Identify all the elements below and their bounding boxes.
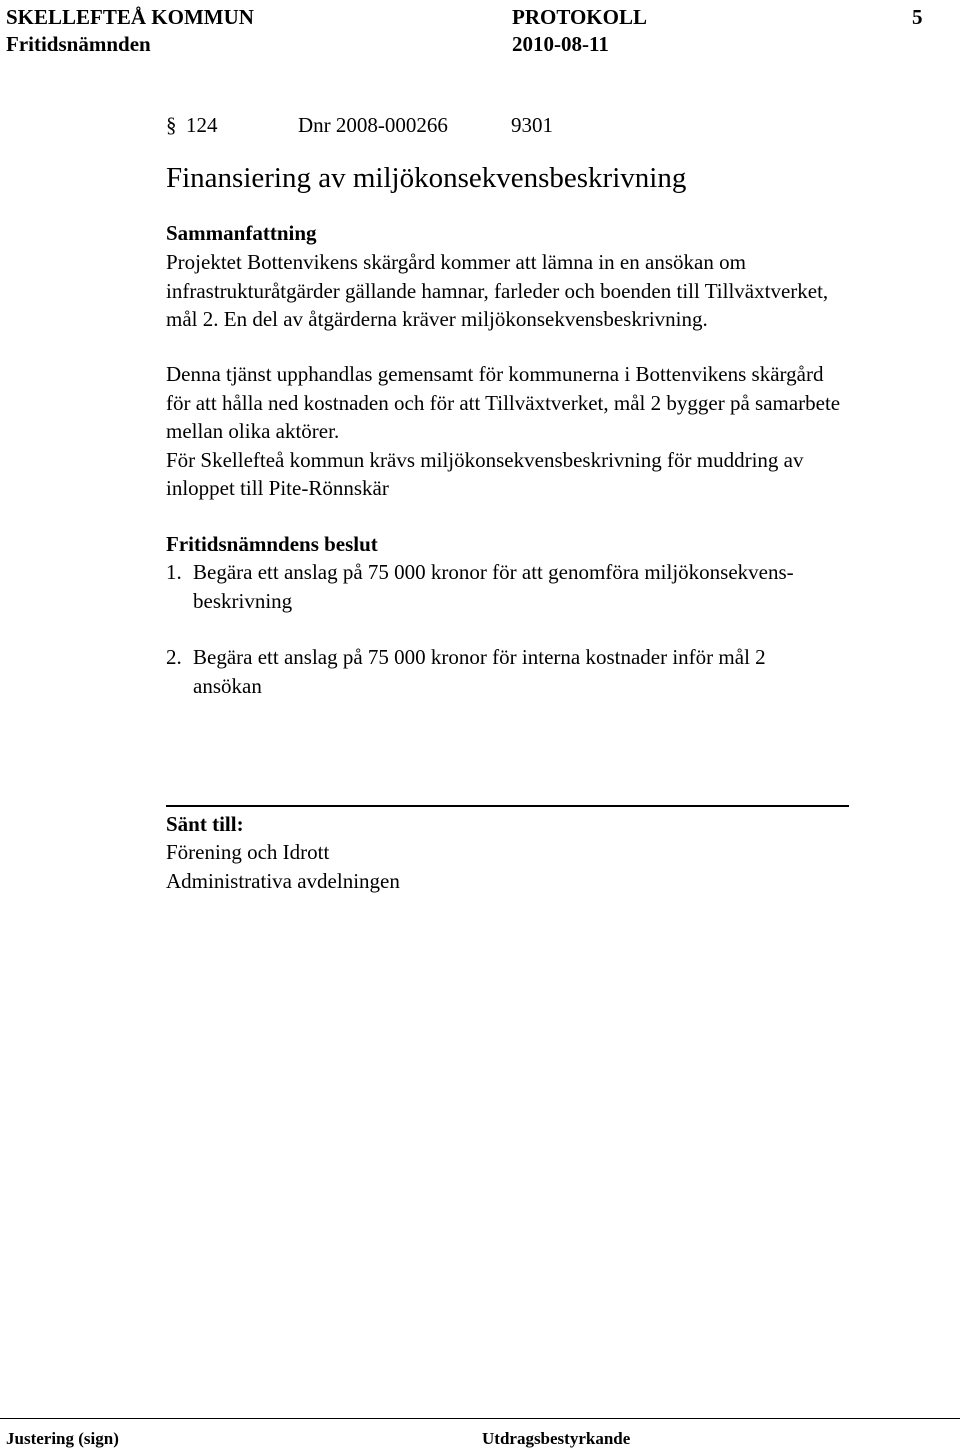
page-title: Finansiering av miljökonsekvensbeskrivning	[166, 162, 687, 194]
paragraph-sign: §	[166, 113, 177, 137]
summary-line: infrastrukturåtgärder gällande hamnar, farleder och boenden till Tillväxtverket,	[166, 278, 829, 303]
decision-item	[193, 643, 766, 700]
details-paragraph	[166, 360, 840, 503]
decision-item-number: 2.	[166, 645, 182, 669]
meeting-date: 2010-08-11	[512, 32, 609, 56]
doc-type: PROTOKOLL	[512, 5, 647, 29]
details-line: För Skellefteå kommun krävs miljökonsekvensbeskrivning för muddring av	[166, 447, 804, 472]
footer-extract-label: Utdragsbestyrkande	[482, 1429, 631, 1448]
details-line: för att hålla ned kostnaden och för att Tillväxtverket, mål 2 bygger på samarbete	[166, 390, 841, 415]
details-line: mellan olika aktörer.	[166, 419, 340, 443]
recipient-item: Administrativa avdelningen	[166, 868, 400, 893]
recipient-list	[166, 838, 400, 895]
decision-item-text: Begära ett anslag på 75 000 kronor för att genomföra miljökonsekvens-	[193, 560, 794, 584]
committee-name: Fritidsnämnden	[6, 32, 151, 56]
decision-item	[193, 558, 794, 615]
details-line: Denna tjänst upphandlas gemensamt för kommunerna i Bottenvikens skärgård	[166, 362, 824, 386]
summary-line: mål 2. En del av åtgärderna kräver miljökonsekvensbeskrivning.	[166, 307, 708, 331]
decision-item-text: beskrivning	[193, 588, 293, 613]
decision-heading: Fritidsnämndens beslut	[166, 532, 378, 556]
divider-line	[166, 805, 849, 807]
case-code: 9301	[511, 113, 553, 137]
sent-to-heading: Sänt till:	[166, 812, 244, 836]
decision-item-number: 1.	[166, 560, 182, 584]
summary-line: Projektet Bottenvikens skärgård kommer att lämna in en ansökan om	[166, 250, 746, 274]
case-dnr: Dnr 2008-000266	[298, 113, 448, 137]
footer-rule	[0, 1418, 960, 1419]
summary-paragraph	[166, 248, 828, 334]
decision-item-text: Begära ett anslag på 75 000 kronor för interna kostnader inför mål 2	[193, 645, 766, 669]
footer-signature-label: Justering (sign)	[6, 1429, 119, 1448]
details-line: inloppet till Pite-Rönnskär	[166, 476, 389, 500]
org-name: SKELLEFTEÅ KOMMUN	[6, 5, 254, 29]
summary-heading: Sammanfattning	[166, 221, 317, 245]
recipient-item: Förening och Idrott	[166, 840, 330, 864]
page-number: 5	[912, 5, 923, 29]
decision-item-text: ansökan	[193, 673, 262, 698]
paragraph-number: 124	[186, 113, 218, 137]
